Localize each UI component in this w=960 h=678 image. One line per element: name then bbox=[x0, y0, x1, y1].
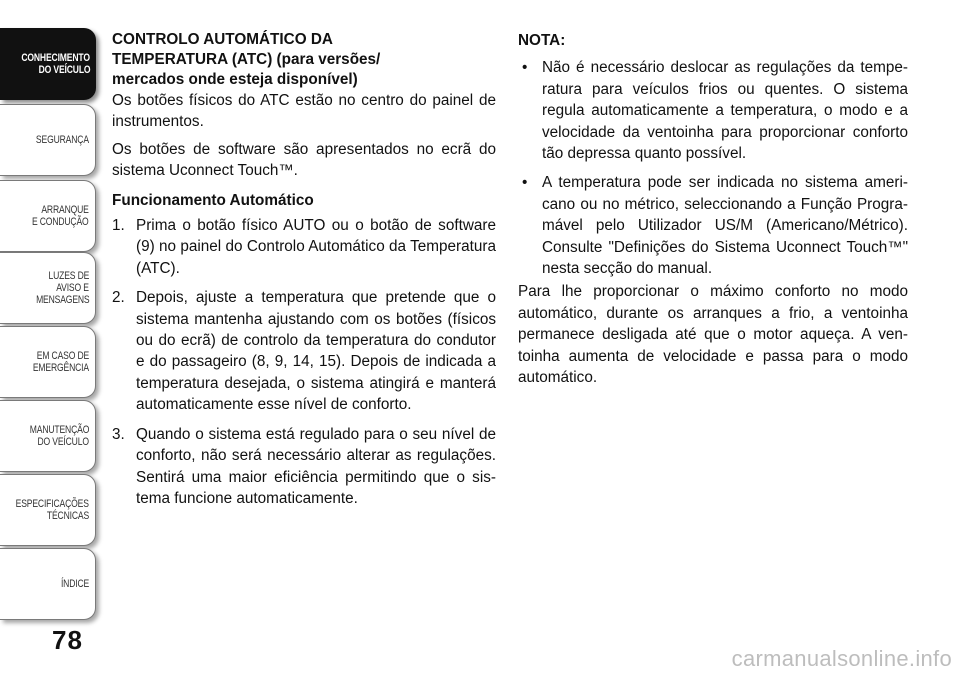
tab-arranque-e-conducao[interactable] bbox=[0, 180, 96, 252]
tab-em-caso-de-emergencia[interactable] bbox=[0, 326, 96, 398]
page-number: 78 bbox=[52, 625, 83, 655]
tab-seguranca[interactable] bbox=[0, 104, 96, 176]
note-text: A temperatura pode ser indicada no sistema americano ou no métrico, seleccionando a Função Programável pelo Utilizador US/M (Americano/Métrico). Consulte "Definições do Sistema Uconnect Touch™" nesta secção do manual. bbox=[542, 174, 908, 278]
left-column bbox=[112, 30, 496, 517]
tab-label-line2: DO VEÍCULO bbox=[38, 64, 90, 76]
tab-label-line2: EMERGÊNCIA bbox=[32, 362, 89, 374]
right-column bbox=[518, 30, 908, 395]
step-item bbox=[112, 215, 496, 279]
tab-label-line1: SEGURANÇA bbox=[36, 134, 89, 146]
bullet-icon: • bbox=[522, 174, 528, 192]
step-item bbox=[112, 287, 496, 415]
tab-especificacoes-tecnicas[interactable] bbox=[0, 474, 96, 546]
step-text: Prima o botão físico AUTO ou o botão de software (9) no painel do Controlo Automático da Temperatura (ATC). bbox=[136, 217, 496, 277]
tab-manutencao-do-veiculo[interactable] bbox=[0, 400, 96, 472]
note-text: Não é necessário deslocar as regulações da temperatura para veículos frios ou quentes. O sistema regula automaticamente a temperatura, o modo e a velocidade da ventoinha para proporcionar conforto tão depressa quanto possível. bbox=[542, 59, 908, 163]
watermark: carmanualsonline.info bbox=[731, 646, 952, 671]
tab-label-line2: TÉCNICAS bbox=[46, 510, 89, 522]
step-text: Depois, ajuste a temperatura que pretende que o sistema mantenha ajustando com os botões (físicos ou do ecrã) de controlo da temperatura do condutor e do passageiro (8, 9, 14, 15). Depois de indicada a temperatura desejada, o sistema atingirá e manterá automaticamente esse nível de conforto. bbox=[136, 289, 496, 414]
tab-label-line2: AVISO E bbox=[56, 282, 89, 294]
tab-label-line1: EM CASO DE bbox=[36, 350, 89, 362]
tab-label-line1: LUZES DE bbox=[48, 270, 89, 282]
section-heading-line2: TEMPERATURA (ATC) (para versões/ bbox=[112, 51, 381, 68]
tab-label-line1: ARRANQUE bbox=[41, 204, 89, 216]
tab-conhecimento-do-veiculo[interactable] bbox=[0, 28, 96, 100]
tab-label-line2: E CONDUÇÃO bbox=[32, 216, 89, 228]
step-text: Quando o sistema está regulado para o seu nível de conforto, não será necessário alterar as regulações. Sentirá uma maior eficiência permitindo que o sistema funcione automaticamente. bbox=[136, 425, 496, 507]
note-item bbox=[518, 57, 908, 164]
paragraph: Para lhe proporcionar o máximo conforto no modo automático, durante os arranques a frio, a ventoinha permanece desligada até que o motor aqueça. A ventoinha aumenta de velocidade e passa para o modo automático. bbox=[518, 283, 908, 387]
tab-label-line1: CONHECIMENTO bbox=[21, 52, 90, 64]
tab-indice[interactable] bbox=[0, 548, 96, 620]
section-heading-line3: mercados onde esteja disponível) bbox=[112, 71, 358, 88]
note-label: NOTA: bbox=[518, 32, 566, 49]
tab-label-line3: MENSAGENS bbox=[35, 294, 89, 306]
section-heading-line1: CONTROLO AUTOMÁTICO DA bbox=[112, 31, 333, 48]
step-number: 3. bbox=[112, 425, 125, 443]
tab-label-line1: MANUTENÇÃO bbox=[29, 424, 89, 436]
note-list bbox=[518, 57, 908, 279]
step-number: 2. bbox=[112, 289, 125, 307]
section-heading bbox=[112, 30, 496, 90]
subheading: Funcionamento Automático bbox=[112, 191, 314, 209]
steps-list bbox=[112, 215, 496, 509]
tab-label-line1: ÍNDICE bbox=[60, 578, 89, 590]
paragraph: Os botões físicos do ATC estão no centro do painel de instrumentos. bbox=[112, 92, 496, 131]
tab-label-line1: ESPECIFICAÇÕES bbox=[15, 498, 89, 510]
note-item bbox=[518, 172, 908, 279]
bullet-icon: • bbox=[522, 59, 528, 77]
step-item bbox=[112, 424, 496, 510]
step-number: 1. bbox=[112, 217, 125, 235]
tab-luzes-de-aviso-e-mensagens[interactable] bbox=[0, 252, 96, 324]
tab-label-line2: DO VEÍCULO bbox=[37, 436, 89, 448]
paragraph: Os botões de software são apresentados no ecrã do sistema Uconnect Touch™. bbox=[112, 140, 496, 180]
